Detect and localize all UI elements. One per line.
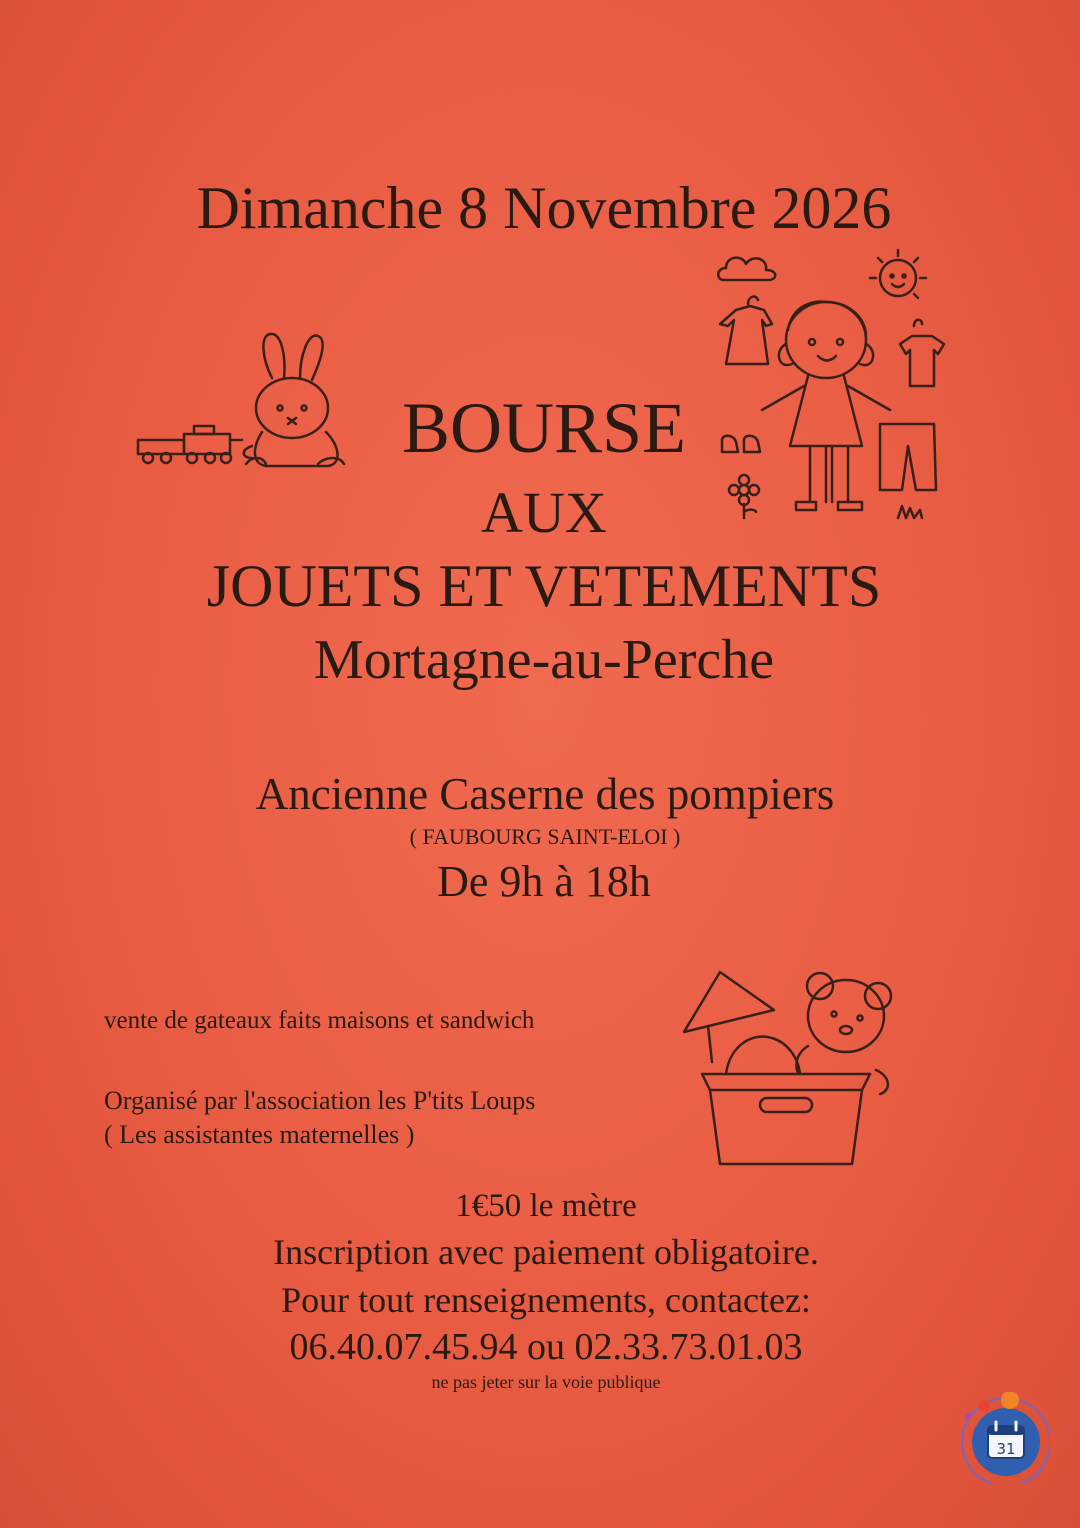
venue-detail: ( FAUBOURG SAINT-ELOI ) xyxy=(409,824,681,849)
trousers-icon xyxy=(880,424,936,490)
girl-icon xyxy=(762,302,890,510)
calendar-icon xyxy=(958,1392,1050,1484)
toy-box-drawing xyxy=(680,966,896,1168)
organizer-line: Organisé par l'association les P'tits Loups xyxy=(104,1086,536,1115)
calendar-day: 31 xyxy=(996,1440,1016,1458)
triangle-block-icon xyxy=(684,972,774,1062)
teddy-bear-icon xyxy=(796,973,891,1094)
shirt-icon xyxy=(900,320,944,386)
town-name: Mortagne-au-Perche xyxy=(313,629,775,691)
footer-note: ne pas jeter sur la voie publique xyxy=(431,1372,661,1392)
dress-icon xyxy=(720,297,772,364)
calendar-badge[interactable] xyxy=(958,1392,1050,1484)
opening-hours: De 9h à 18h xyxy=(437,857,651,906)
sun-icon xyxy=(870,250,926,298)
registration-note: Inscription avec paiement obligatoire. xyxy=(273,1232,819,1272)
contact-intro: Pour tout renseignements, contactez: xyxy=(281,1280,811,1320)
phone-numbers: 06.40.07.45.94 ou 02.33.73.01.03 xyxy=(289,1326,803,1368)
food-note: vente de gateaux faits maisons et sandwich xyxy=(104,1007,535,1034)
title-jouets-vetements: JOUETS ET VETEMENTS xyxy=(206,553,882,619)
shoes-icon xyxy=(722,436,760,452)
box-icon xyxy=(702,1074,870,1164)
title-bourse: BOURSE xyxy=(401,388,687,468)
cloud-icon xyxy=(718,258,775,280)
venue-name: Ancienne Caserne des pompiers xyxy=(255,769,835,819)
event-date: Dimanche 8 Novembre 2026 xyxy=(196,175,892,241)
ball-icon xyxy=(726,1037,800,1075)
title-aux: AUX xyxy=(481,480,607,545)
price: 1€50 le mètre xyxy=(455,1188,637,1224)
organizer-subline: ( Les assistantes maternelles ) xyxy=(104,1120,415,1149)
